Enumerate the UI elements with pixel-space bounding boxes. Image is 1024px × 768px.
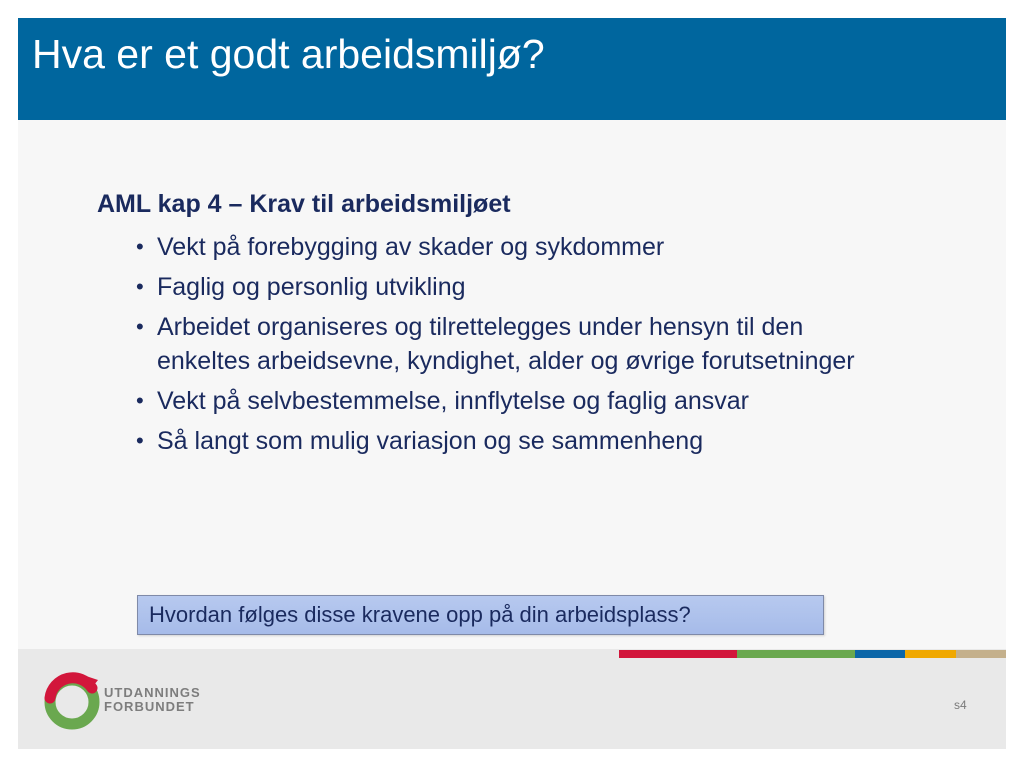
slide	[18, 18, 1006, 749]
stripe-red	[619, 650, 737, 658]
bullet-item	[136, 424, 866, 458]
logo-line-2: FORBUNDET	[104, 699, 195, 714]
bullet-text: Vekt på selvbestemmelse, innflytelse og faglig ansvar	[157, 387, 749, 415]
question-text: Hvordan følges disse kravene opp på din arbeidsplass?	[149, 602, 691, 627]
bullet-icon: •	[136, 314, 144, 339]
bullet-text: Vekt på forebygging av skader og sykdommer	[157, 233, 665, 261]
stripe-blue	[855, 650, 905, 658]
bullet-item	[136, 310, 866, 378]
stripe-green	[737, 650, 855, 658]
bullet-item	[136, 270, 866, 304]
page-number: s4	[954, 698, 967, 712]
slide-title: Hva er et godt arbeidsmiljø?	[32, 31, 545, 77]
bullet-icon: •	[136, 428, 144, 453]
section-heading: AML kap 4 – Krav til arbeidsmiljøet	[97, 190, 511, 218]
bullet-item	[136, 230, 866, 264]
stripe-beige	[956, 650, 1006, 658]
bullet-list	[136, 230, 866, 464]
bullet-item	[136, 384, 866, 418]
bullet-text: Arbeidet organiseres og tilrettelegges under hensyn til den enkeltes arbeidsevne, kyndighet, alder og øvrige forutsetninger	[157, 313, 855, 375]
color-stripes	[619, 650, 1006, 658]
title-bar	[18, 18, 1006, 120]
stripe-yellow	[905, 650, 956, 658]
question-box	[137, 595, 824, 635]
bullet-text: Så langt som mulig variasjon og se sammenheng	[157, 427, 704, 455]
bullet-text: Faglig og personlig utvikling	[157, 273, 466, 301]
bullet-icon: •	[136, 388, 144, 413]
bullet-icon: •	[136, 234, 144, 259]
logo-text	[104, 686, 201, 714]
logo-line-1: UTDANNINGS	[104, 685, 201, 700]
bullet-icon: •	[136, 274, 144, 299]
